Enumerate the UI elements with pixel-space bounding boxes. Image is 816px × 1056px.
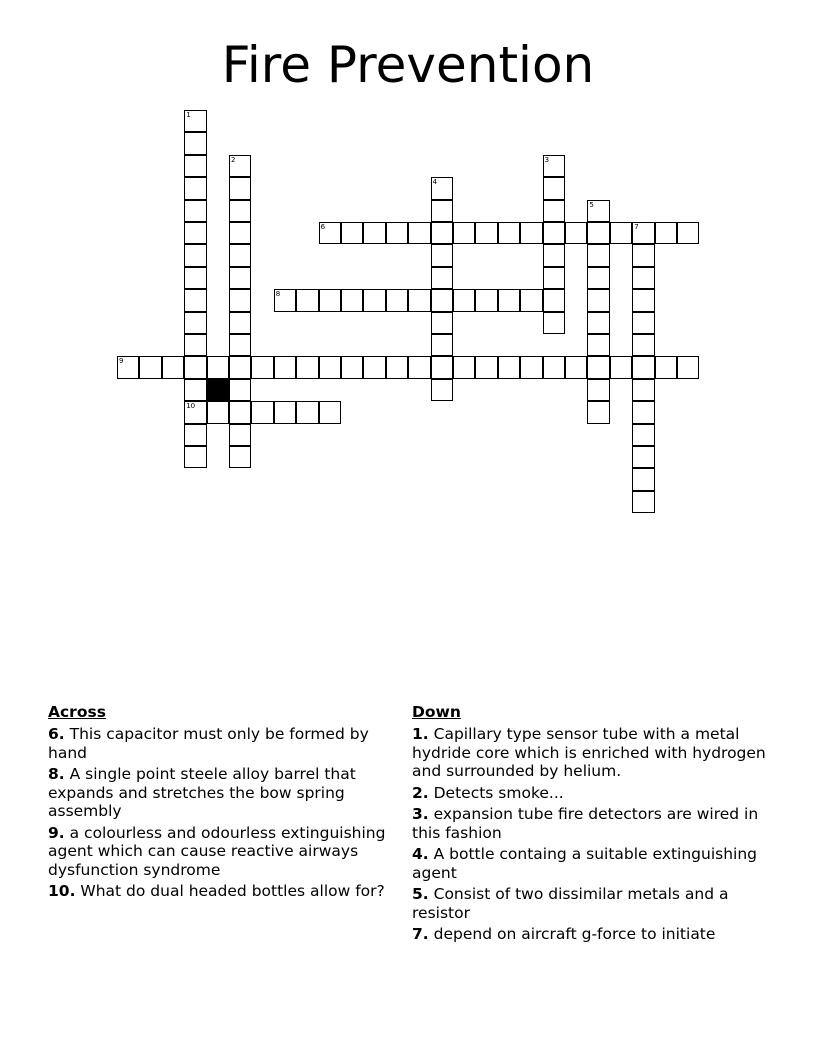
grid-cell[interactable]: [610, 222, 632, 244]
grid-cell[interactable]: [431, 334, 453, 356]
grid-cell[interactable]: [632, 401, 654, 423]
grid-cell[interactable]: [229, 312, 251, 334]
grid-cell[interactable]: [498, 356, 520, 378]
clue-number: 2: [231, 155, 236, 164]
grid-cell[interactable]: [117, 356, 139, 378]
grid-cell[interactable]: [162, 356, 184, 378]
grid-cell[interactable]: [229, 222, 251, 244]
grid-cell[interactable]: [251, 356, 273, 378]
grid-cell[interactable]: [587, 334, 609, 356]
grid-cell[interactable]: [184, 155, 206, 177]
grid-cell[interactable]: [632, 334, 654, 356]
grid-cell[interactable]: [229, 267, 251, 289]
across-clues: [48, 702, 393, 901]
grid-cell[interactable]: [184, 379, 206, 401]
clue-number: 7: [634, 223, 639, 231]
grid-cell[interactable]: [408, 289, 430, 311]
grid-cell[interactable]: [274, 356, 296, 378]
grid-cell[interactable]: [386, 222, 408, 244]
grid-cell[interactable]: [632, 244, 654, 266]
grid-cell[interactable]: [632, 289, 654, 311]
grid-cell[interactable]: [475, 289, 497, 311]
clue-down-3: 3. expansion tube fire detectors are wired in this fashion: [412, 805, 759, 842]
grid-cell[interactable]: [184, 177, 206, 199]
grid-cell[interactable]: [229, 446, 251, 468]
grid-cell[interactable]: [543, 200, 565, 222]
grid-cell[interactable]: [319, 222, 341, 244]
grid-cell[interactable]: [363, 356, 385, 378]
grid-cell[interactable]: [184, 424, 206, 446]
clue-across-9: 9. a colourless and odourless extinguishing agent which can cause reactive airways dysfunction syndrome: [48, 823, 386, 879]
down-clues: [412, 702, 772, 944]
grid-cell[interactable]: [184, 244, 206, 266]
grid-cell[interactable]: [655, 222, 677, 244]
grid-cell[interactable]: [453, 289, 475, 311]
clue-down-7: 7. depend on aircraft g-force to initiate: [412, 925, 716, 943]
grid-cell[interactable]: [587, 312, 609, 334]
clue-across-6: 6. This capacitor must only be formed by hand: [48, 725, 369, 762]
grid-cell[interactable]: [296, 356, 318, 378]
clue-number: 1: [186, 111, 191, 119]
grid-cell[interactable]: [408, 356, 430, 378]
grid-cell[interactable]: [632, 446, 654, 468]
grid-cell[interactable]: [184, 356, 206, 378]
grid-cell[interactable]: [319, 356, 341, 378]
grid-cell[interactable]: [632, 468, 654, 490]
grid-cell[interactable]: [587, 356, 609, 378]
grid-cell[interactable]: [184, 334, 206, 356]
clue-across-8: 8. A single point steele alloy barrel that expands and stretches the bow spring assembly: [48, 765, 356, 820]
grid-cell[interactable]: [229, 200, 251, 222]
grid-cell[interactable]: [587, 244, 609, 266]
grid-cell[interactable]: [565, 222, 587, 244]
grid-cell[interactable]: [184, 267, 206, 289]
grid-cell[interactable]: [363, 222, 385, 244]
grid-cell[interactable]: [229, 334, 251, 356]
grid-cell[interactable]: [296, 289, 318, 311]
grid-cell[interactable]: [431, 356, 453, 378]
clue-down-2: 2. Detects smoke...: [412, 783, 564, 802]
grid-cell[interactable]: [184, 222, 206, 244]
grid-cell[interactable]: [341, 289, 363, 311]
grid-cell[interactable]: [319, 289, 341, 311]
grid-cell[interactable]: [341, 356, 363, 378]
grid-cell[interactable]: [475, 222, 497, 244]
clue-number: 4: [432, 178, 438, 187]
grid-cell[interactable]: [565, 356, 587, 378]
grid-cell[interactable]: [229, 244, 251, 266]
grid-cell[interactable]: [296, 401, 318, 423]
grid-cell[interactable]: [184, 312, 206, 334]
grid-cell[interactable]: [587, 289, 609, 311]
grid-cell[interactable]: [431, 312, 453, 334]
clue-number: 6: [320, 223, 326, 231]
grid-cell[interactable]: [274, 289, 296, 311]
clue-down-4: 4. A bottle containg a suitable extinguishing agent: [412, 845, 757, 882]
grid-cell[interactable]: [632, 356, 654, 378]
grid-cell[interactable]: [408, 222, 430, 244]
clue-down-1: 1. Capillary type sensor tube with a metal hydride core which is enriched with hydrogen and surrounded by helium.: [412, 725, 766, 780]
grid-cell[interactable]: [498, 289, 520, 311]
grid-cell[interactable]: [229, 401, 251, 423]
grid-cell[interactable]: [431, 244, 453, 266]
grid-cell[interactable]: [341, 222, 363, 244]
grid-cell[interactable]: [207, 356, 229, 378]
grid-cell[interactable]: [632, 424, 654, 446]
grid-cell[interactable]: [610, 356, 632, 378]
grid-cell[interactable]: [386, 289, 408, 311]
grid-cell[interactable]: [543, 312, 565, 334]
grid-cell[interactable]: [632, 491, 654, 513]
clue-number: 10: [186, 402, 196, 411]
grid-cell[interactable]: [274, 401, 296, 423]
grid-cell[interactable]: [431, 222, 453, 244]
grid-cell[interactable]: [520, 289, 542, 311]
grid-cell[interactable]: [543, 244, 565, 266]
grid-cell[interactable]: [655, 356, 677, 378]
black-cell: [207, 379, 229, 401]
grid-cell[interactable]: [319, 401, 341, 423]
grid-cell[interactable]: [543, 155, 565, 177]
grid-cell[interactable]: [139, 356, 161, 378]
grid-cell[interactable]: [587, 222, 609, 244]
across-heading: Across: [48, 703, 106, 721]
grid-cell[interactable]: [229, 424, 251, 446]
grid-cell[interactable]: [632, 267, 654, 289]
grid-cell[interactable]: [543, 356, 565, 378]
grid-cell[interactable]: [184, 446, 206, 468]
grid-cell[interactable]: [229, 356, 251, 378]
grid-cell[interactable]: [587, 379, 609, 401]
grid-cell[interactable]: [431, 177, 453, 199]
grid-cell[interactable]: [184, 289, 206, 311]
grid-cell[interactable]: [587, 401, 609, 423]
grid-cell[interactable]: [431, 379, 453, 401]
grid-cell[interactable]: [475, 356, 497, 378]
clue-down-5: 5. Consist of two dissimilar metals and a resistor: [412, 885, 729, 922]
grid-cell[interactable]: [363, 289, 385, 311]
grid-cell[interactable]: [453, 356, 475, 378]
grid-cell[interactable]: [543, 177, 565, 199]
clue-number: 9: [119, 357, 124, 366]
grid-cell[interactable]: [543, 222, 565, 244]
grid-cell[interactable]: [207, 401, 229, 423]
grid-cell[interactable]: [677, 222, 699, 244]
grid-cell[interactable]: [520, 222, 542, 244]
grid-cell[interactable]: [184, 401, 206, 423]
down-heading: Down: [412, 703, 461, 721]
grid-cell[interactable]: [431, 267, 453, 289]
grid-cell[interactable]: [520, 356, 542, 378]
grid-cell[interactable]: [229, 289, 251, 311]
grid-cell[interactable]: [251, 401, 273, 423]
grid-cell[interactable]: [184, 110, 206, 132]
grid-cell[interactable]: [431, 200, 453, 222]
grid-cell[interactable]: [386, 356, 408, 378]
grid-cell[interactable]: [453, 222, 475, 244]
clue-number: 8: [275, 290, 281, 299]
puzzle-title: Fire Prevention: [221, 36, 595, 94]
clue-number: 3: [544, 155, 550, 164]
grid-cell[interactable]: [632, 312, 654, 334]
grid-cell[interactable]: [229, 177, 251, 199]
grid-cell[interactable]: [184, 200, 206, 222]
grid-cell[interactable]: [632, 222, 654, 244]
grid-cell[interactable]: [587, 200, 609, 222]
grid-cell[interactable]: [587, 267, 609, 289]
clue-number: 5: [589, 200, 594, 209]
grid-cell[interactable]: [543, 289, 565, 311]
grid-cell[interactable]: [229, 379, 251, 401]
grid-cell[interactable]: [184, 132, 206, 154]
grid-cell[interactable]: [543, 267, 565, 289]
grid-cell[interactable]: [677, 356, 699, 378]
grid-cell[interactable]: [632, 379, 654, 401]
grid-cell[interactable]: [229, 155, 251, 177]
grid-cell[interactable]: [431, 289, 453, 311]
clue-across-10: 10. What do dual headed bottles allow for?: [48, 882, 385, 900]
grid-cell[interactable]: [498, 222, 520, 244]
